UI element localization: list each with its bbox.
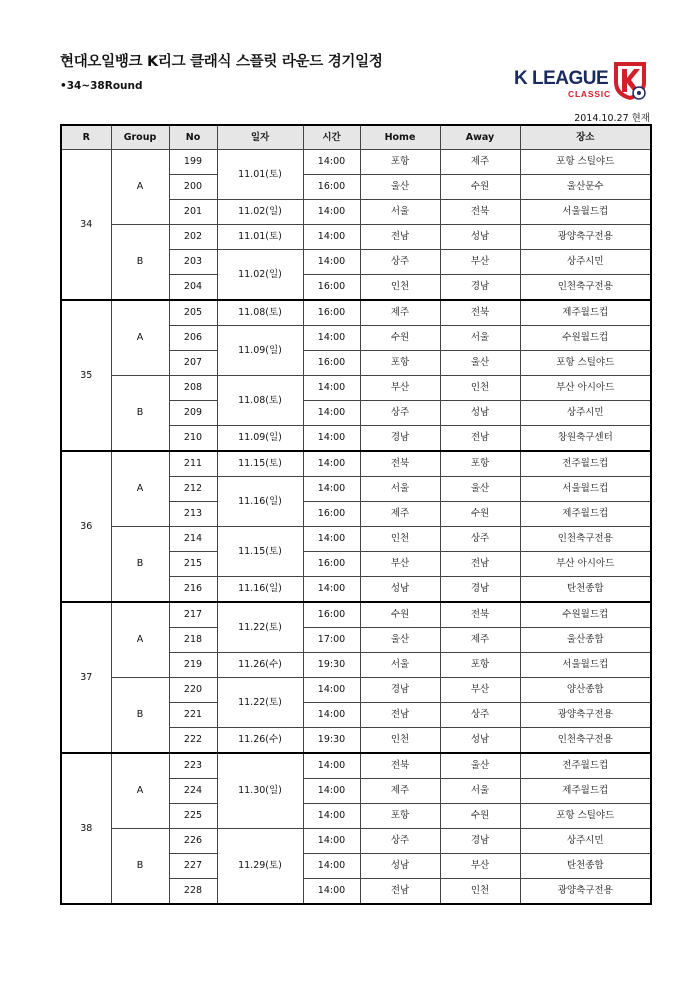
match-no-cell: 209 [169,401,217,426]
home-team-cell: 제주 [360,502,440,527]
date-cell: 11.29(토) [217,829,303,905]
time-cell: 14:00 [303,225,360,250]
date-cell: 11.22(토) [217,678,303,728]
venue-cell: 수원월드컵 [520,326,651,351]
away-team-cell: 제주 [440,628,520,653]
home-team-cell: 전북 [360,451,440,477]
home-team-cell: 성남 [360,854,440,879]
time-cell: 14:00 [303,879,360,905]
table-row [61,225,651,250]
match-no-cell: 220 [169,678,217,703]
home-team-cell: 부산 [360,376,440,401]
logo-wordmark: K LEAGUE [514,68,609,89]
time-cell: 14:00 [303,250,360,275]
match-no-cell: 202 [169,225,217,250]
group-cell: B [111,376,169,452]
venue-cell: 부산 아시아드 [520,376,651,401]
match-no-cell: 210 [169,426,217,452]
time-cell: 14:00 [303,200,360,225]
table-row [61,451,651,477]
match-no-cell: 201 [169,200,217,225]
time-cell: 16:00 [303,175,360,200]
venue-cell: 상주시민 [520,829,651,854]
venue-cell: 포항 스틸야드 [520,804,651,829]
away-team-cell: 수원 [440,502,520,527]
away-team-cell: 제주 [440,150,520,175]
match-no-cell: 204 [169,275,217,301]
date-cell: 11.15(토) [217,451,303,477]
date-cell: 11.08(토) [217,300,303,326]
venue-cell: 상주시민 [520,401,651,426]
table-row [61,376,651,401]
round-cell: 34 [61,150,111,301]
venue-cell: 광양축구전용 [520,703,651,728]
home-team-cell: 서울 [360,477,440,502]
date-cell: 11.01(토) [217,225,303,250]
home-team-cell: 상주 [360,401,440,426]
away-team-cell: 전북 [440,200,520,225]
away-team-cell: 경남 [440,829,520,854]
round-cell: 38 [61,753,111,904]
match-no-cell: 219 [169,653,217,678]
table-row [61,753,651,779]
date-cell: 11.08(토) [217,376,303,426]
match-no-cell: 226 [169,829,217,854]
match-no-cell: 203 [169,250,217,275]
time-cell: 14:00 [303,527,360,552]
venue-cell: 탄천종합 [520,577,651,603]
match-no-cell: 222 [169,728,217,754]
home-team-cell: 전남 [360,703,440,728]
match-no-cell: 205 [169,300,217,326]
venue-cell: 제주월드컵 [520,502,651,527]
group-cell: A [111,753,169,829]
away-team-cell: 경남 [440,577,520,603]
away-team-cell: 상주 [440,703,520,728]
home-team-cell: 전북 [360,753,440,779]
away-team-cell: 전북 [440,300,520,326]
venue-cell: 서울월드컵 [520,653,651,678]
date-cell: 11.09(일) [217,326,303,376]
home-team-cell: 인천 [360,728,440,754]
venue-cell: 광양축구전용 [520,879,651,905]
group-cell: B [111,829,169,905]
group-cell: B [111,678,169,754]
schedule-table [60,124,652,905]
time-cell: 16:00 [303,300,360,326]
date-cell: 11.26(수) [217,653,303,678]
match-no-cell: 206 [169,326,217,351]
column-header-round: R [61,125,111,150]
column-header-away: Away [440,125,520,150]
k-league-emblem-icon [610,58,650,102]
time-cell: 16:00 [303,351,360,376]
match-no-cell: 211 [169,451,217,477]
table-row [61,150,651,175]
venue-cell: 인천축구전용 [520,527,651,552]
venue-cell: 부산 아시아드 [520,552,651,577]
date-cell: 11.16(일) [217,577,303,603]
as-of-date: 2014.10.27 현재 [574,113,650,124]
home-team-cell: 전남 [360,225,440,250]
away-team-cell: 성남 [440,225,520,250]
page-title: 현대오일뱅크 K리그 클래식 스플릿 라운드 경기일정 [60,54,383,70]
table-row [61,300,651,326]
time-cell: 14:00 [303,804,360,829]
away-team-cell: 전남 [440,552,520,577]
away-team-cell: 성남 [440,728,520,754]
time-cell: 14:00 [303,426,360,452]
away-team-cell: 포항 [440,653,520,678]
group-cell: B [111,527,169,603]
time-cell: 14:00 [303,854,360,879]
away-team-cell: 상주 [440,527,520,552]
venue-cell: 울산종합 [520,628,651,653]
home-team-cell: 상주 [360,250,440,275]
home-team-cell: 제주 [360,300,440,326]
k-league-classic-logo [514,56,646,102]
away-team-cell: 수원 [440,804,520,829]
home-team-cell: 부산 [360,552,440,577]
home-team-cell: 수원 [360,602,440,628]
match-no-cell: 208 [169,376,217,401]
home-team-cell: 전남 [360,879,440,905]
home-team-cell: 서울 [360,653,440,678]
table-row [61,678,651,703]
date-cell: 11.16(일) [217,477,303,527]
group-cell: A [111,150,169,225]
venue-cell: 서울월드컵 [520,477,651,502]
home-team-cell: 인천 [360,527,440,552]
column-header-venue: 장소 [520,125,651,150]
match-no-cell: 199 [169,150,217,175]
venue-cell: 제주월드컵 [520,300,651,326]
home-team-cell: 포항 [360,351,440,376]
round-cell: 37 [61,602,111,753]
match-no-cell: 218 [169,628,217,653]
match-no-cell: 215 [169,552,217,577]
time-cell: 19:30 [303,653,360,678]
away-team-cell: 수원 [440,175,520,200]
match-no-cell: 217 [169,602,217,628]
home-team-cell: 울산 [360,628,440,653]
group-cell: A [111,602,169,678]
match-no-cell: 216 [169,577,217,603]
venue-cell: 포항 스틸야드 [520,150,651,175]
time-cell: 16:00 [303,602,360,628]
date-cell: 11.01(토) [217,150,303,200]
time-cell: 14:00 [303,451,360,477]
time-cell: 19:30 [303,728,360,754]
time-cell: 16:00 [303,502,360,527]
time-cell: 14:00 [303,150,360,175]
away-team-cell: 인천 [440,376,520,401]
table-row [61,602,651,628]
date-cell: 11.26(수) [217,728,303,754]
home-team-cell: 인천 [360,275,440,301]
venue-cell: 광양축구전용 [520,225,651,250]
time-cell: 14:00 [303,678,360,703]
time-cell: 14:00 [303,477,360,502]
home-team-cell: 수원 [360,326,440,351]
date-cell: 11.02(일) [217,200,303,225]
home-team-cell: 경남 [360,678,440,703]
date-cell: 11.22(토) [217,602,303,653]
time-cell: 17:00 [303,628,360,653]
time-cell: 14:00 [303,753,360,779]
match-no-cell: 225 [169,804,217,829]
match-no-cell: 200 [169,175,217,200]
away-team-cell: 울산 [440,753,520,779]
table-row [61,829,651,854]
away-team-cell: 포항 [440,451,520,477]
away-team-cell: 서울 [440,326,520,351]
match-no-cell: 227 [169,854,217,879]
away-team-cell: 부산 [440,854,520,879]
away-team-cell: 경남 [440,275,520,301]
venue-cell: 전주월드컵 [520,753,651,779]
date-cell: 11.09(일) [217,426,303,452]
away-team-cell: 부산 [440,250,520,275]
venue-cell: 탄천종합 [520,854,651,879]
venue-cell: 울산문수 [520,175,651,200]
away-team-cell: 전북 [440,602,520,628]
venue-cell: 수원월드컵 [520,602,651,628]
venue-cell: 포항 스틸야드 [520,351,651,376]
date-cell: 11.15(토) [217,527,303,577]
match-no-cell: 228 [169,879,217,905]
column-header-no: No [169,125,217,150]
match-no-cell: 214 [169,527,217,552]
venue-cell: 전주월드컵 [520,451,651,477]
logo-subtitle: CLASSIC [568,89,611,99]
away-team-cell: 부산 [440,678,520,703]
match-no-cell: 221 [169,703,217,728]
venue-cell: 서울월드컵 [520,200,651,225]
time-cell: 16:00 [303,275,360,301]
venue-cell: 양산종합 [520,678,651,703]
schedule-body [61,150,651,905]
home-team-cell: 경남 [360,426,440,452]
group-cell: A [111,300,169,376]
group-cell: A [111,451,169,527]
table-header-row [61,125,651,150]
date-cell: 11.02(일) [217,250,303,301]
home-team-cell: 상주 [360,829,440,854]
time-cell: 14:00 [303,326,360,351]
home-team-cell: 포항 [360,804,440,829]
round-range-subtitle: •34~38Round [60,80,143,92]
home-team-cell: 울산 [360,175,440,200]
date-cell: 11.30(일) [217,753,303,829]
away-team-cell: 전남 [440,426,520,452]
away-team-cell: 울산 [440,477,520,502]
home-team-cell: 제주 [360,779,440,804]
match-no-cell: 207 [169,351,217,376]
column-header-time: 시간 [303,125,360,150]
time-cell: 16:00 [303,552,360,577]
venue-cell: 인천축구전용 [520,728,651,754]
away-team-cell: 인천 [440,879,520,905]
column-header-date: 일자 [217,125,303,150]
time-cell: 14:00 [303,829,360,854]
round-cell: 35 [61,300,111,451]
time-cell: 14:00 [303,703,360,728]
venue-cell: 인천축구전용 [520,275,651,301]
match-no-cell: 213 [169,502,217,527]
match-no-cell: 224 [169,779,217,804]
table-row [61,527,651,552]
away-team-cell: 울산 [440,351,520,376]
venue-cell: 상주시민 [520,250,651,275]
away-team-cell: 서울 [440,779,520,804]
column-header-home: Home [360,125,440,150]
match-no-cell: 223 [169,753,217,779]
away-team-cell: 성남 [440,401,520,426]
home-team-cell: 성남 [360,577,440,603]
time-cell: 14:00 [303,376,360,401]
home-team-cell: 포항 [360,150,440,175]
time-cell: 14:00 [303,401,360,426]
match-no-cell: 212 [169,477,217,502]
time-cell: 14:00 [303,577,360,603]
venue-cell: 제주월드컵 [520,779,651,804]
round-cell: 36 [61,451,111,602]
venue-cell: 창원축구센터 [520,426,651,452]
column-header-group: Group [111,125,169,150]
group-cell: B [111,225,169,301]
home-team-cell: 서울 [360,200,440,225]
time-cell: 14:00 [303,779,360,804]
